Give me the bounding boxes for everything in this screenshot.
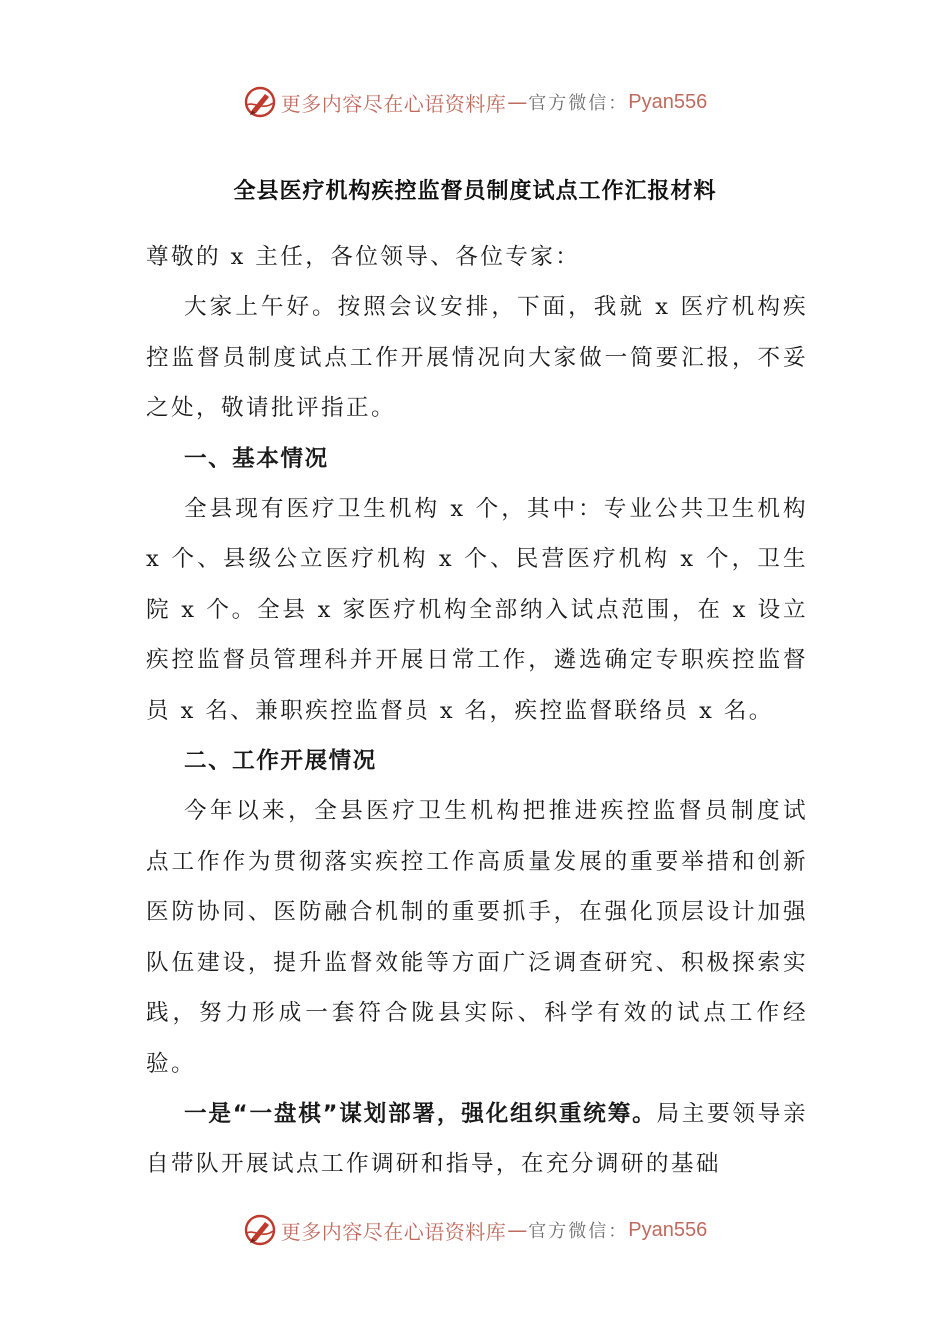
banner-dash: — <box>507 90 528 114</box>
document-title: 全县医疗机构疾控监督员制度试点工作汇报材料 <box>233 179 717 204</box>
banner-official-label: 官方微信： <box>528 1221 629 1242</box>
top-watermark-banner <box>0 80 950 124</box>
section2-paragraph: 今年以来，全县医疗卫生机构把推进疾控监督员制度试点工作作为贯彻落实疾控工作高质量发展的重要举措和创新医防协同、医防融合机制的重要抓手，在强化顶层设计加强队伍建设，提升监督效能等方面广泛调查研究、积极探索实践，努力形成一套符合陇县实际、科学有效的试点工作经验。 <box>146 798 808 1077</box>
banner-wechat-id: Pyan556 <box>628 90 708 113</box>
banner-dash: — <box>507 1218 528 1242</box>
banner-brand-text: 更多内容尽在心语资料库 <box>280 91 507 116</box>
banner-brand-text: 更多内容尽在心语资料库 <box>280 1219 507 1244</box>
banner-official-label: 官方微信： <box>528 93 629 114</box>
pen-logo-icon <box>243 85 277 119</box>
bottom-watermark-banner <box>0 1208 950 1252</box>
point1-lead: 一是“一盘棋”谋划部署，强化组织重统筹。 <box>184 1100 657 1127</box>
intro-paragraph: 大家上午好。按照会议安排，下面，我就 x 医疗机构疾控监督员制度试点工作开展情况向大家做一简要汇报，不妥之处，敬请批评指正。 <box>146 294 808 422</box>
section-heading-basic-situation: 一、基本情况 <box>184 445 329 472</box>
point1-body: 局主要领导亲自带队开展试点工作调研和指导，在充分调研的基础 <box>146 1100 808 1178</box>
section1-paragraph: 全县现有医疗卫生机构 x 个，其中：专业公共卫生机构 x 个、县级公立医疗机构 x 个、民营医疗机构 x 个，卫生院 x 个。全县 x 家医疗机构全部纳入试点范围，在 x 设立疾控监督员管理科并开展日常工作，遴选确定专职疾控监督员 x 名、兼职疾控监督员 x 名，疾控监督联络员 x 名。 <box>146 496 808 724</box>
point1-paragraph <box>146 1089 808 1190</box>
pen-logo-icon <box>243 1213 277 1247</box>
salutation: 尊敬的 x 主任，各位领导、各位专家： <box>146 244 581 270</box>
banner-wechat-id: Pyan556 <box>628 1218 708 1241</box>
document-body <box>146 232 808 1190</box>
section-heading-work-progress: 二、工作开展情况 <box>184 748 377 775</box>
